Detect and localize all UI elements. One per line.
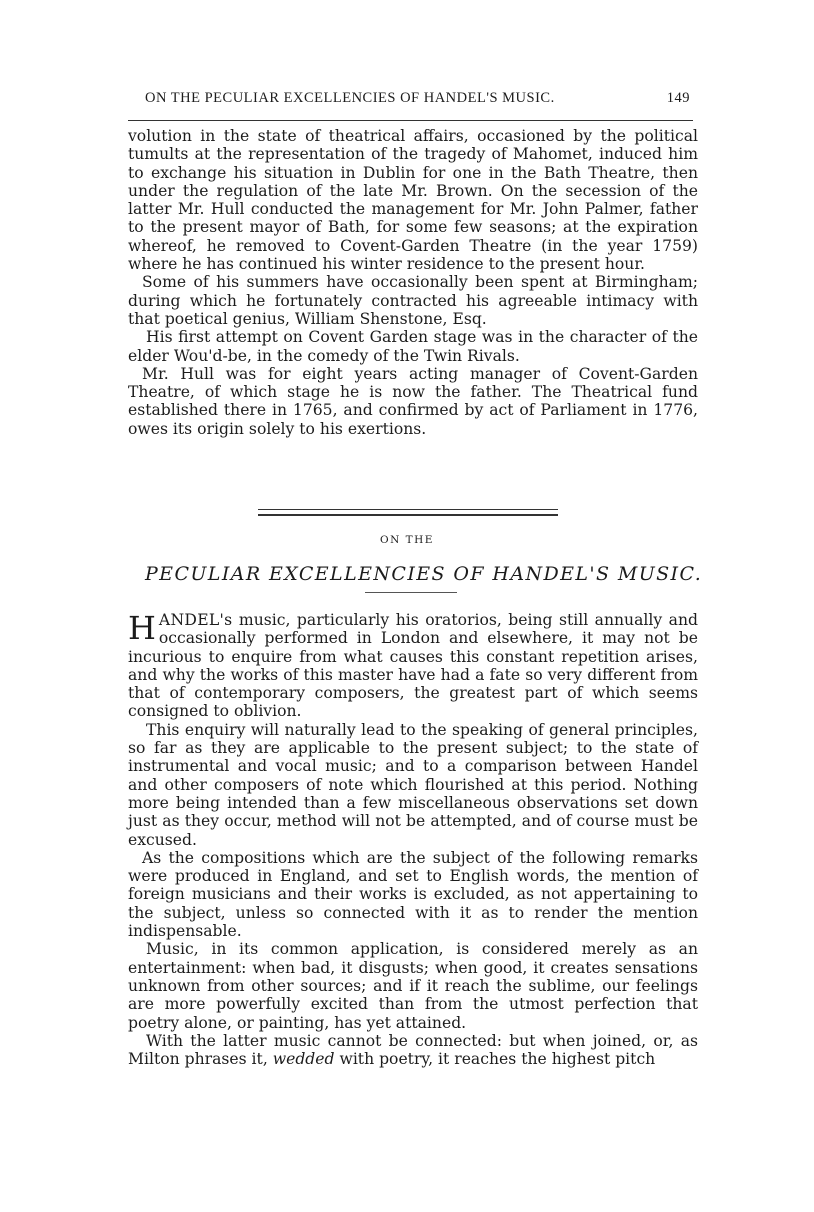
last-line-start: With the latter music cannot be connected: but when joined, or, as Milton phrases it, bbox=[128, 1031, 698, 1069]
first-word: ANDEL's bbox=[158, 611, 233, 629]
title-underline bbox=[365, 592, 457, 593]
last-line-end: with poetry, it reaches the highest pitch bbox=[334, 1050, 656, 1069]
first-paragraph-text: music, particularly his oratorios, being still annually and occasionally performed in London and elsewhere, it may not be incurious to enquire from what causes this constant repetition arises, and why the works of this master have had a fate so very different from that of contemporary composers, the greatest part of which seems consigned to oblivion. bbox=[128, 611, 698, 721]
article-paragraph-5 bbox=[128, 1032, 698, 1069]
header-rule bbox=[128, 120, 693, 121]
biography-text bbox=[128, 127, 698, 438]
article-text bbox=[128, 611, 698, 1068]
drop-cap: H bbox=[128, 609, 156, 647]
article-paragraph-1 bbox=[128, 611, 698, 721]
bio-paragraph-3: His first attempt on Covent Garden stage was in the character of the elder Wou'd-be, in the comedy of the Twin Rivals. bbox=[128, 328, 698, 365]
bio-paragraph-1: volution in the state of theatrical affairs, occasioned by the political tumults at the representation of the tragedy of Mahomet, induced him to exchange his situation in Dublin for one in the Bath Theatre, then under the regulation of the late Mr. Brown. On the secession of the latter Mr. Hull conducted the management for Mr. John Palmer, father to the present mayor of Bath, for some few seasons; at the expiration whereof, he removed to Covent-Garden Theatre (in the year 1759) where he has continued his winter residence to the present hour. bbox=[128, 127, 698, 274]
running-head bbox=[145, 90, 690, 107]
section-pre-title: ON THE bbox=[380, 534, 434, 546]
page-number: 149 bbox=[666, 90, 690, 106]
running-title: ON THE PECULIAR EXCELLENCIES OF HANDEL'S MUSIC. bbox=[145, 90, 555, 106]
section-title: PECULIAR EXCELLENCIES OF HANDEL'S MUSIC. bbox=[145, 563, 703, 585]
article-paragraph-3: As the compositions which are the subject of the following remarks were produced in England, and set to English words, the mention of foreign musicians and their works is excluded, as not appertaining to the subject, unless so connected with it as to render the mention indispensable. bbox=[128, 848, 698, 941]
section-divider-bottom bbox=[258, 514, 558, 516]
bio-paragraph-2: Some of his summers have occasionally been spent at Birmingham; during which he fortunately contracted his agreeable intimacy with that poetical genius, William Shenstone, Esq. bbox=[128, 273, 698, 328]
article-paragraph-2: This enquiry will naturally lead to the speaking of general principles, so far as they are applicable to the present subject; to the state of instrumental and vocal music; and to a comparison between Handel and other composers of note which flourished at this period. Nothing more being intended than a few miscellaneous observations set down just as they occur, method will not be attempted, and of course must be excused. bbox=[128, 720, 698, 849]
section-divider-top bbox=[258, 509, 558, 510]
article-paragraph-4: Music, in its common application, is considered merely as an entertainment: when bad, it disgusts; when good, it creates sensations unknown from other sources; and if it reach the sublime, our feelings are more powerfully excited than from the utmost perfection that poetry alone, or painting, has yet attained. bbox=[128, 940, 698, 1032]
bio-paragraph-4: Mr. Hull was for eight years acting manager of Covent-Garden Theatre, of which stage he is now the father. The Theatrical fund established there in 1765, and confirmed by act of Parliament in 1776, owes its origin solely to his exertions. bbox=[128, 364, 698, 438]
last-line-italic: wedded bbox=[272, 1050, 335, 1069]
